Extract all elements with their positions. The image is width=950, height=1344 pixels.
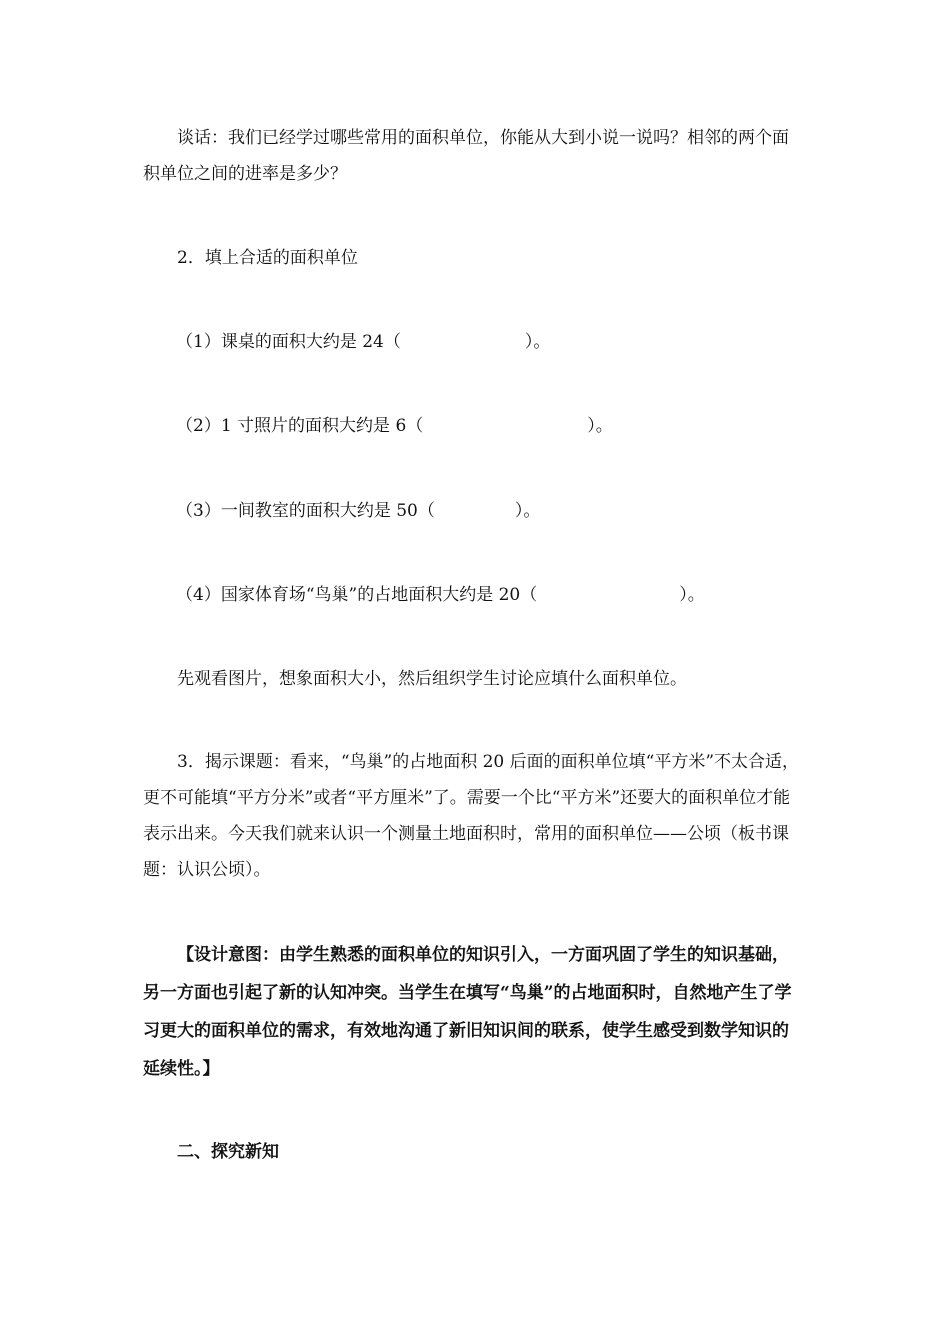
reveal-paragraph: 3．揭示课题：看来，“鸟巢”的占地面积 20 后面的面积单位填“平方米”不太合适，更不可能填“平方分米”或者“平方厘米”了。需要一个比“平方米”还要大的面积单位才能表示出来。今天我们就来认识一个测量土地面积时，常用的面积单位——公顷（板书课题：认识公顷）。 xyxy=(143,752,800,880)
question-3-prefix: （3）一间教室的面积大约是 50（ xyxy=(176,501,435,521)
design-intent-paragraph: 【设计意图：由学生熟悉的面积单位的知识引入，一方面巩固了学生的知识基础，另一方面也引起了新的认知冲突。当学生在填写“鸟巢”的占地面积时，自然地产生了学习更大的面积单位的需求，有效地沟通了新旧知识间的联系，使学生感受到数学知识的延续性。】 xyxy=(143,945,792,1079)
question-4-prefix: （4）国家体育场“鸟巢”的占地面积大约是 20（ xyxy=(176,585,538,605)
question-4 xyxy=(176,577,796,613)
question-1-suffix: ）。 xyxy=(524,332,551,352)
question-2-suffix: ）。 xyxy=(587,416,613,436)
question-1 xyxy=(176,324,776,360)
question-1-prefix: （1）课桌的面积大约是 24（ xyxy=(176,332,401,352)
talk-paragraph: 谈话：我们已经学过哪些常用的面积单位，你能从大到小说一说吗？相邻的两个面积单位之间的进率是多少？ xyxy=(143,128,789,184)
question-3 xyxy=(176,493,776,529)
question-4-suffix: ）。 xyxy=(679,585,705,605)
observe-paragraph: 先观看图片，想象面积大小，然后组织学生讨论应填什么面积单位。 xyxy=(177,669,687,689)
fill-heading: 2．填上合适的面积单位 xyxy=(177,248,358,268)
question-3-suffix: ）。 xyxy=(514,501,541,521)
question-2-prefix: （2）1 寸照片的面积大约是 6（ xyxy=(176,416,424,436)
question-2 xyxy=(176,408,776,444)
section-two-heading: 二、探究新知 xyxy=(177,1142,279,1162)
